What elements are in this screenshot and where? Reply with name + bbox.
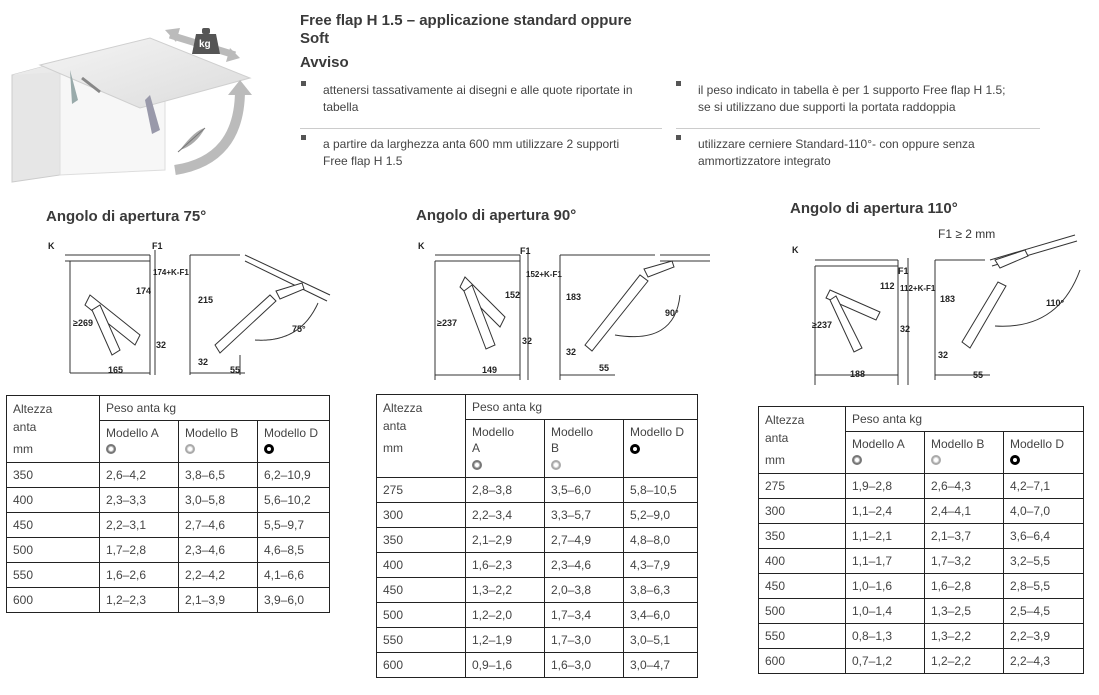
dim-h3: 183 bbox=[566, 292, 582, 302]
cell-weight-range: 2,7–4,6 bbox=[179, 513, 258, 538]
cell-weight-range: 3,0–4,7 bbox=[624, 653, 698, 678]
f1-requirement: F1 ≥ 2 mm bbox=[938, 227, 996, 241]
table-row bbox=[377, 553, 698, 578]
table-row bbox=[759, 499, 1084, 524]
cell-weight-range: 1,9–2,8 bbox=[846, 474, 925, 499]
header-model-b: Modello B bbox=[925, 432, 1004, 474]
cell-weight-range: 1,7–2,8 bbox=[100, 538, 179, 563]
cell-weight-range: 0,8–1,3 bbox=[846, 624, 925, 649]
dim-k: K bbox=[48, 241, 55, 251]
cell-height: 450 bbox=[7, 513, 100, 538]
cell-height: 275 bbox=[759, 474, 846, 499]
table-row bbox=[377, 653, 698, 678]
table-row bbox=[759, 549, 1084, 574]
dim-total: ≥269 bbox=[73, 318, 93, 328]
cell-height: 450 bbox=[759, 574, 846, 599]
cell-weight-range: 4,2–7,1 bbox=[1004, 474, 1084, 499]
dim-s2: 32 bbox=[938, 350, 949, 360]
note-item: a partire da larghezza anta 600 mm utilizzare 2 supporti Free flap H 1.5 bbox=[323, 137, 620, 168]
dim-h2: 174+K-F1 bbox=[153, 268, 189, 277]
cell-height: 500 bbox=[377, 603, 466, 628]
cell-weight-range: 2,2–4,2 bbox=[179, 563, 258, 588]
dim-f1: F1 bbox=[152, 241, 163, 251]
model-a-icon bbox=[106, 444, 116, 454]
table-row bbox=[7, 513, 330, 538]
note-item: utilizzare cerniere Standard-110°- con oppure senza ammortizzatore integrato bbox=[698, 137, 975, 168]
cell-weight-range: 5,6–10,2 bbox=[258, 488, 330, 513]
cell-weight-range: 2,1–2,9 bbox=[466, 528, 545, 553]
dim-s2: 32 bbox=[566, 347, 577, 357]
dim-w2: 55 bbox=[230, 365, 241, 375]
cell-weight-range: 6,2–10,9 bbox=[258, 463, 330, 488]
table-row bbox=[759, 524, 1084, 549]
cell-height: 450 bbox=[377, 578, 466, 603]
cell-weight-range: 1,3–2,2 bbox=[466, 578, 545, 603]
cell-weight-range: 5,8–10,5 bbox=[624, 478, 698, 503]
cell-weight-range: 4,1–6,6 bbox=[258, 563, 330, 588]
header-height: Altezza anta mm bbox=[377, 395, 466, 478]
cell-height: 300 bbox=[759, 499, 846, 524]
product-illustration bbox=[0, 0, 260, 190]
model-d-icon bbox=[630, 444, 640, 454]
model-b-icon bbox=[931, 455, 941, 465]
cell-weight-range: 1,7–3,2 bbox=[925, 549, 1004, 574]
cell-height: 500 bbox=[7, 538, 100, 563]
table-row bbox=[759, 474, 1084, 499]
cell-height: 550 bbox=[377, 628, 466, 653]
cell-weight-range: 1,3–2,5 bbox=[925, 599, 1004, 624]
cell-weight-range: 5,5–9,7 bbox=[258, 513, 330, 538]
header-weight: Peso anta kg bbox=[100, 396, 330, 421]
table-row bbox=[7, 588, 330, 613]
weight-icon-label: kg bbox=[199, 39, 211, 50]
cell-weight-range: 2,2–3,4 bbox=[466, 503, 545, 528]
dim-total: ≥237 bbox=[437, 318, 457, 328]
cell-weight-range: 1,2–2,2 bbox=[925, 649, 1004, 674]
bullet-icon bbox=[676, 81, 681, 86]
dim-s1: 32 bbox=[900, 324, 911, 334]
weight-table-90 bbox=[376, 394, 698, 678]
cell-height: 500 bbox=[759, 599, 846, 624]
diagram-75 bbox=[40, 235, 340, 385]
model-a-icon bbox=[472, 460, 482, 470]
header-model-b: Modello B bbox=[545, 420, 624, 478]
cell-weight-range: 3,0–5,8 bbox=[179, 488, 258, 513]
cell-weight-range: 2,5–4,5 bbox=[1004, 599, 1084, 624]
weight-table-75 bbox=[6, 395, 330, 613]
cell-weight-range: 1,0–1,6 bbox=[846, 574, 925, 599]
dim-h3: 183 bbox=[940, 294, 956, 304]
table-row bbox=[377, 478, 698, 503]
dim-s1: 32 bbox=[156, 340, 167, 350]
cell-weight-range: 2,3–4,6 bbox=[179, 538, 258, 563]
dim-s1: 32 bbox=[522, 336, 533, 346]
cell-weight-range: 3,8–6,5 bbox=[179, 463, 258, 488]
cell-weight-range: 1,2–2,3 bbox=[100, 588, 179, 613]
cell-weight-range: 2,2–3,1 bbox=[100, 513, 179, 538]
cell-height: 350 bbox=[7, 463, 100, 488]
dim-angle: 90° bbox=[665, 308, 679, 318]
header-model-a: Modello A bbox=[466, 420, 545, 478]
cell-weight-range: 2,3–3,3 bbox=[100, 488, 179, 513]
header-height: Altezza anta mm bbox=[7, 396, 100, 463]
bullet-icon bbox=[301, 135, 306, 140]
cell-weight-range: 2,0–3,8 bbox=[545, 578, 624, 603]
cell-weight-range: 1,6–2,3 bbox=[466, 553, 545, 578]
cell-weight-range: 0,9–1,6 bbox=[466, 653, 545, 678]
table-row bbox=[759, 624, 1084, 649]
header-height: Altezza anta mm bbox=[759, 407, 846, 474]
cell-weight-range: 1,3–2,2 bbox=[925, 624, 1004, 649]
table-row bbox=[377, 528, 698, 553]
dim-k: K bbox=[792, 245, 799, 255]
dim-total: ≥237 bbox=[812, 320, 832, 330]
cell-weight-range: 1,6–2,6 bbox=[100, 563, 179, 588]
dim-w2: 55 bbox=[599, 363, 610, 373]
header-weight: Peso anta kg bbox=[846, 407, 1084, 432]
cell-weight-range: 2,2–3,9 bbox=[1004, 624, 1084, 649]
model-b-icon bbox=[185, 444, 195, 454]
dim-f1: F1 bbox=[520, 246, 531, 256]
cell-height: 350 bbox=[377, 528, 466, 553]
bullet-icon bbox=[301, 81, 306, 86]
cell-weight-range: 2,4–4,1 bbox=[925, 499, 1004, 524]
cell-height: 400 bbox=[759, 549, 846, 574]
note-item: il peso indicato in tabella è per 1 supporto Free flap H 1.5; se si utilizzano due supporti la portata raddoppia bbox=[698, 83, 1006, 114]
cell-weight-range: 5,2–9,0 bbox=[624, 503, 698, 528]
cell-height: 600 bbox=[7, 588, 100, 613]
header-model-d: Modello D bbox=[258, 421, 330, 463]
weight-table-110 bbox=[758, 406, 1084, 674]
dim-h3: 215 bbox=[198, 295, 214, 305]
page-title-line1: Free flap H 1.5 – applicazione standard oppure bbox=[300, 12, 632, 29]
header-model-d: Modello D bbox=[1004, 432, 1084, 474]
section-title-75: Angolo di apertura 75° bbox=[46, 208, 207, 225]
dim-h2: 112+K-F1 bbox=[900, 284, 936, 293]
dim-k: K bbox=[418, 241, 425, 251]
cell-weight-range: 1,1–2,4 bbox=[846, 499, 925, 524]
table-row bbox=[7, 463, 330, 488]
cell-weight-range: 3,4–6,0 bbox=[624, 603, 698, 628]
cell-weight-range: 1,6–3,0 bbox=[545, 653, 624, 678]
cell-weight-range: 3,8–6,3 bbox=[624, 578, 698, 603]
dim-s2: 32 bbox=[198, 357, 209, 367]
header-model-a: Modello A bbox=[846, 432, 925, 474]
diagram-110 bbox=[790, 230, 1090, 390]
cell-weight-range: 3,9–6,0 bbox=[258, 588, 330, 613]
cell-weight-range: 2,8–3,8 bbox=[466, 478, 545, 503]
table-row bbox=[377, 503, 698, 528]
cell-height: 600 bbox=[377, 653, 466, 678]
table-row bbox=[7, 488, 330, 513]
cell-weight-range: 1,1–2,1 bbox=[846, 524, 925, 549]
cell-weight-range: 2,7–4,9 bbox=[545, 528, 624, 553]
header-weight: Peso anta kg bbox=[466, 395, 698, 420]
model-d-icon bbox=[264, 444, 274, 454]
dim-h1: 174 bbox=[136, 286, 152, 296]
dim-angle: 75° bbox=[292, 324, 306, 334]
table-row bbox=[759, 574, 1084, 599]
cell-height: 400 bbox=[377, 553, 466, 578]
bullet-icon bbox=[676, 135, 681, 140]
note-item: attenersi tassativamente ai disegni e alle quote riportate in tabella bbox=[323, 83, 633, 114]
cell-height: 600 bbox=[759, 649, 846, 674]
notice-heading: Avviso bbox=[300, 54, 349, 71]
table-row bbox=[377, 578, 698, 603]
cell-weight-range: 4,6–8,5 bbox=[258, 538, 330, 563]
cell-weight-range: 2,1–3,9 bbox=[179, 588, 258, 613]
dim-w1: 149 bbox=[482, 365, 498, 375]
page-title-line2: Soft bbox=[300, 30, 330, 47]
dim-w1: 188 bbox=[850, 369, 866, 379]
cell-weight-range: 3,5–6,0 bbox=[545, 478, 624, 503]
table-row bbox=[7, 563, 330, 588]
cell-weight-range: 0,7–1,2 bbox=[846, 649, 925, 674]
cell-weight-range: 3,0–5,1 bbox=[624, 628, 698, 653]
cell-weight-range: 1,2–1,9 bbox=[466, 628, 545, 653]
cell-weight-range: 4,3–7,9 bbox=[624, 553, 698, 578]
table-row bbox=[377, 628, 698, 653]
dim-w2: 55 bbox=[973, 370, 984, 380]
table-row bbox=[759, 599, 1084, 624]
section-title-110: Angolo di apertura 110° bbox=[790, 200, 958, 217]
cell-weight-range: 2,8–5,5 bbox=[1004, 574, 1084, 599]
header-model-a: Modello A bbox=[100, 421, 179, 463]
cell-weight-range: 2,1–3,7 bbox=[925, 524, 1004, 549]
cell-height: 300 bbox=[377, 503, 466, 528]
cell-weight-range: 2,2–4,3 bbox=[1004, 649, 1084, 674]
cell-weight-range: 3,2–5,5 bbox=[1004, 549, 1084, 574]
dim-h1: 112 bbox=[880, 281, 895, 291]
model-d-icon bbox=[1010, 455, 1020, 465]
dim-angle: 110° bbox=[1046, 298, 1065, 308]
cell-height: 350 bbox=[759, 524, 846, 549]
table-row bbox=[759, 649, 1084, 674]
cell-weight-range: 1,2–2,0 bbox=[466, 603, 545, 628]
cell-weight-range: 1,0–1,4 bbox=[846, 599, 925, 624]
cell-weight-range: 3,6–6,4 bbox=[1004, 524, 1084, 549]
cell-height: 550 bbox=[759, 624, 846, 649]
table-row bbox=[377, 603, 698, 628]
dim-f1: F1 bbox=[898, 266, 909, 276]
cell-weight-range: 1,7–3,0 bbox=[545, 628, 624, 653]
cell-height: 275 bbox=[377, 478, 466, 503]
cell-weight-range: 1,7–3,4 bbox=[545, 603, 624, 628]
dim-w1: 165 bbox=[108, 365, 124, 375]
cell-weight-range: 2,6–4,3 bbox=[925, 474, 1004, 499]
cell-weight-range: 2,6–4,2 bbox=[100, 463, 179, 488]
model-a-icon bbox=[852, 455, 862, 465]
cell-weight-range: 4,0–7,0 bbox=[1004, 499, 1084, 524]
cell-weight-range: 3,3–5,7 bbox=[545, 503, 624, 528]
section-title-90: Angolo di apertura 90° bbox=[416, 207, 577, 224]
cell-height: 550 bbox=[7, 563, 100, 588]
cell-weight-range: 1,1–1,7 bbox=[846, 549, 925, 574]
dim-h2: 152+K-F1 bbox=[526, 270, 562, 279]
dim-h1: 152 bbox=[505, 290, 521, 300]
header-model-d: Modello D bbox=[624, 420, 698, 478]
cell-height: 400 bbox=[7, 488, 100, 513]
cell-weight-range: 1,6–2,8 bbox=[925, 574, 1004, 599]
model-b-icon bbox=[551, 460, 561, 470]
table-row bbox=[7, 538, 330, 563]
cell-weight-range: 2,3–4,6 bbox=[545, 553, 624, 578]
header-model-b: Modello B bbox=[179, 421, 258, 463]
cell-weight-range: 4,8–8,0 bbox=[624, 528, 698, 553]
